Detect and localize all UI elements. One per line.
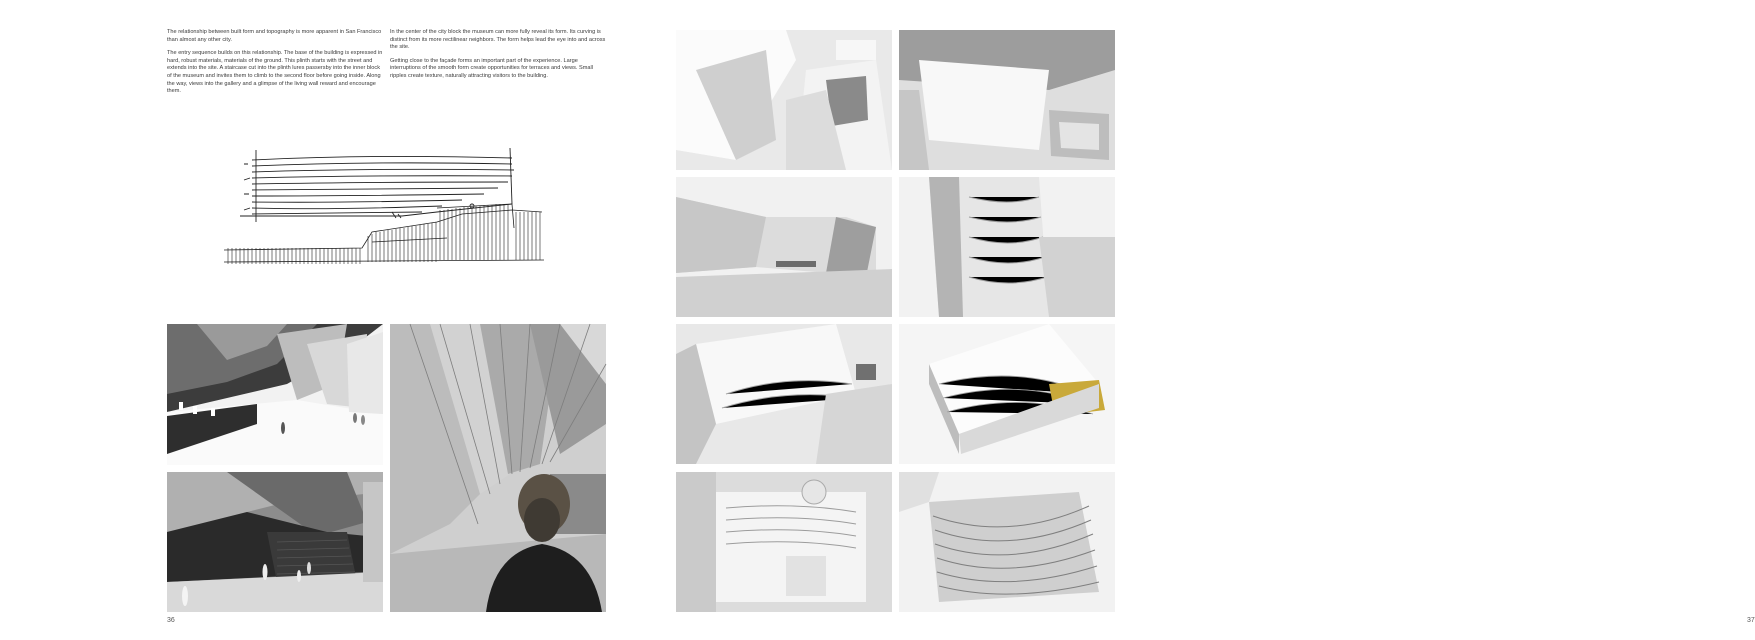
- left-page: [0, 0, 640, 640]
- paragraph: The entry sequence builds on this relationship. The base of the building is expressed in hard, robust materials, materials of the ground. This plinth starts with the street and extends into the site. A staircase cut into the plinth lures passersby into the inner block of the museum and invites them to climb to the second floor before going inside. Along the way, views into the gallery and a glimpse of the living wall reward and encourage them.: [167, 50, 383, 95]
- sketch-hatching: [228, 204, 540, 264]
- section-sketch: [222, 142, 548, 268]
- model-photo-4: [899, 177, 1115, 317]
- lobby-rendering-stair: [167, 472, 383, 612]
- model-photo-2: [899, 30, 1115, 170]
- model-photo-1: [676, 30, 892, 170]
- right-page: [640, 0, 1755, 640]
- model-photo-7: [676, 472, 892, 612]
- paragraph: In the center of the city block the museum can more fully reveal its form. Its curving is distinct from its more rectilinear neighbors. The form helps lead the eye into and across the site.: [390, 29, 606, 51]
- page-number: 36: [167, 617, 175, 624]
- model-photo-3: [676, 177, 892, 317]
- model-photo-5: [676, 324, 892, 464]
- text-column-2: [390, 29, 608, 87]
- paragraph: Getting close to the façade forms an important part of the experience. Large interruptions of the smooth form create opportunities for terraces and views. Small ripples create texture, naturally attracting visitors to the building.: [390, 57, 594, 79]
- text-column-1: [167, 29, 385, 102]
- sketch-building-lines: [240, 148, 514, 222]
- facade-closeup-photo: [390, 324, 606, 612]
- model-photo-6: [899, 324, 1115, 464]
- interior-rendering-ceiling: [167, 324, 383, 465]
- paragraph: The relationship between built form and topography is more apparent in San Francisco than almost any other city.: [167, 29, 382, 43]
- model-photo-8: [899, 472, 1115, 612]
- page-number: 37: [1747, 617, 1755, 624]
